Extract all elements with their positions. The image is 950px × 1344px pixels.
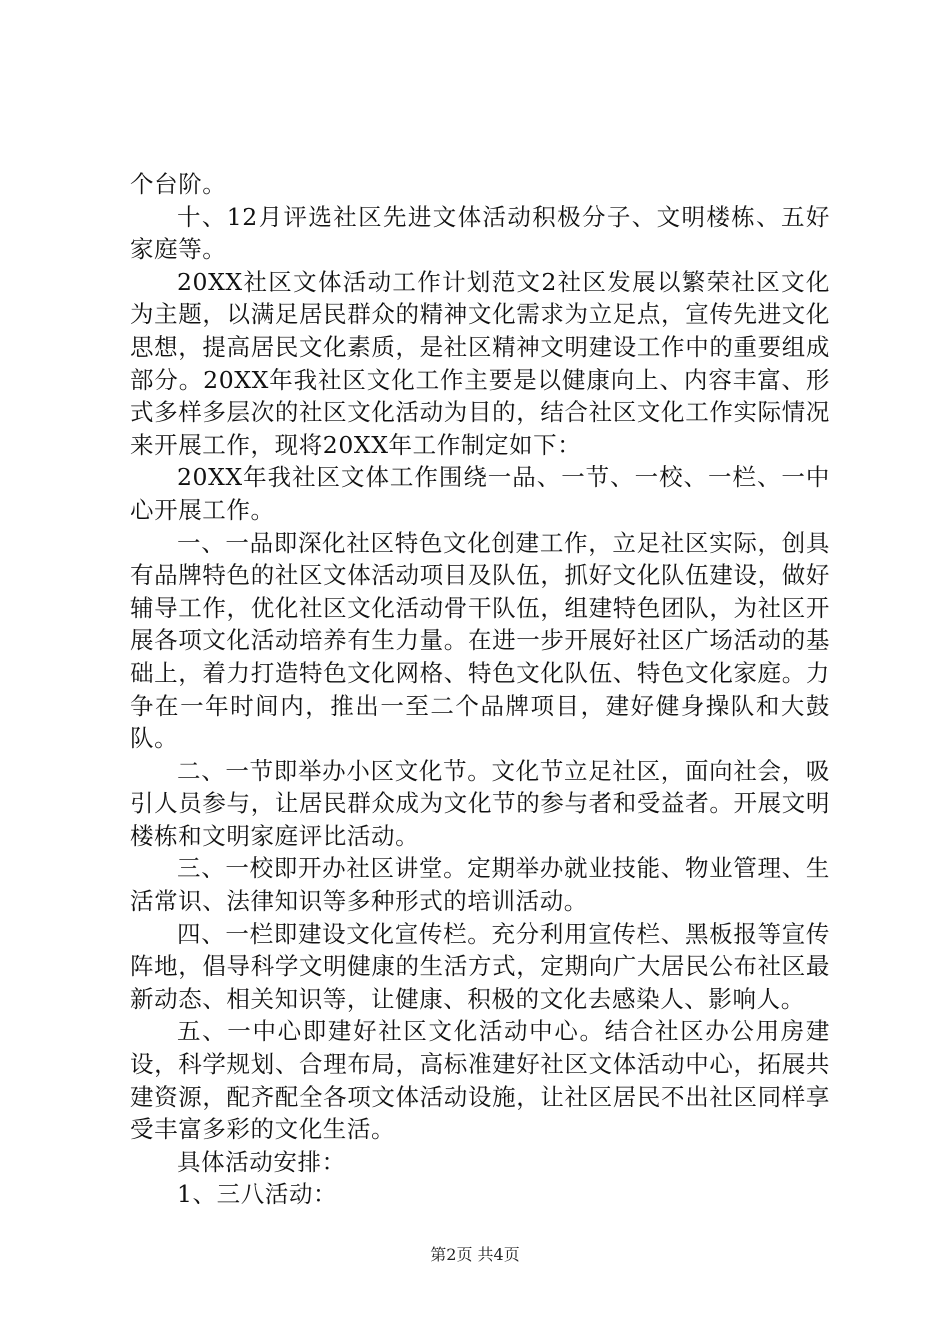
paragraph: 一、一品即深化社区特色文化创建工作，立足社区实际，创具有品牌特色的社区文体活动项目及队伍，抓好文化队伍建设，做好辅导工作，优化社区文化活动骨干队伍，组建特色团队，为社区开展各项文化活动培养有生力量。在进一步开展好社区广场活动的基础上，着力打造特色文化网格、特色文化队伍、特色文化家庭。力争在一年时间内，推出一至二个品牌项目，建好健身操队和大鼓队。 [130, 528, 830, 753]
paragraph: 个台阶。 [130, 170, 227, 198]
paragraph: 十、12月评选社区先进文体活动积极分子、文明楼栋、五好家庭等。 [130, 202, 830, 264]
paragraph: 五、一中心即建好社区文化活动中心。结合社区办公用房建设，科学规划、合理布局，高标准建好社区文体活动中心，拓展共建资源，配齐配全各项文体活动设施，让社区居民不出社区同样享受丰富多彩的文化生活。 [130, 1017, 830, 1144]
paragraph: 二、一节即举办小区文化节。文化节立足社区，面向社会，吸引人员参与，让居民群众成为文化节的参与者和受益者。开展文明楼栋和文明家庭评比活动。 [130, 756, 830, 850]
paragraph: 具体活动安排： [177, 1147, 346, 1176]
document-body [130, 168, 830, 1211]
paragraph: 三、一校即开办社区讲堂。定期举办就业技能、物业管理、生活常识、法律知识等多种形式的培训活动。 [130, 854, 830, 916]
paragraph: 四、一栏即建设文化宣传栏。充分利用宣传栏、黑板报等宣传阵地，倡导科学文明健康的生活方式，定期向广大居民公布社区最新动态、相关知识等，让健康、积极的文化去感染人、影响人。 [130, 919, 830, 1013]
paragraph: 20XX年我社区文体工作围绕一品、一节、一校、一栏、一中心开展工作。 [130, 463, 830, 524]
page-number-footer: 第2页 共4页 [430, 1245, 520, 1264]
paragraph: 1、三八活动： [177, 1180, 338, 1209]
paragraph: 20XX社区文体活动工作计划范文2社区发展以繁荣社区文化为主题，以满足居民群众的精神文化需求为立足点，宣传先进文化思想，提高居民文化素质，是社区精神文明建设工作中的重要组成部分。20XX年我社区文化工作主要是以健康向上、内容丰富、形式多样多层次的社区文化活动为目的，结合社区文化工作实际情况来开展工作，现将20XX年工作制定如下： [130, 267, 830, 459]
